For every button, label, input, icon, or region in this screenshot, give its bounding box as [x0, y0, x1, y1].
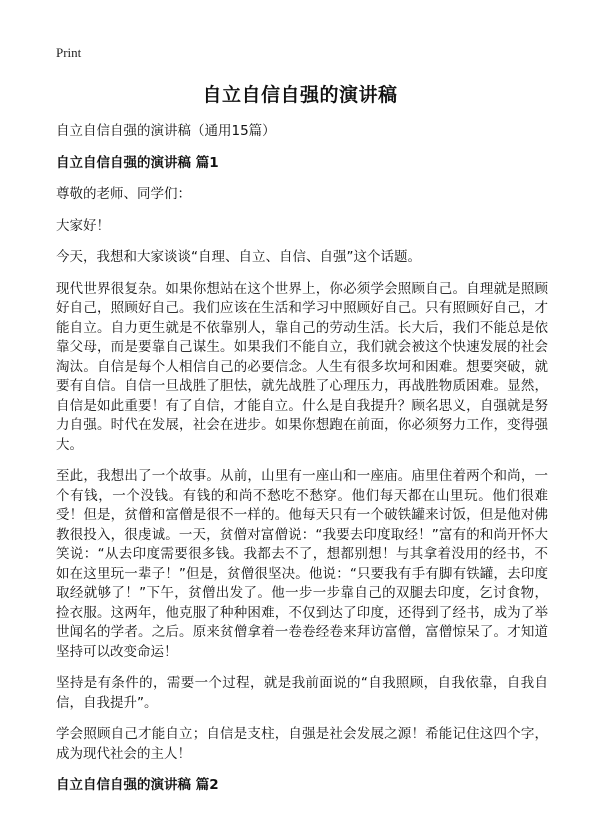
- paragraph-greeting: 大家好！: [56, 217, 110, 234]
- document-body: [56, 122, 548, 807]
- paragraph-body-1: 现代世界很复杂。如果你想站在这个世界上，你必须学会照顾自己。自理就是照顾好自己，照顾好自己。我们应该在生活和学习中照顾好自己。只有照顾好自己，才能自立。自力更生就是不依靠别人，靠自己的劳动生活。长大后，我们不能总是依靠父母，而是要靠自己谋生。如果我们不能自立，我们就会被这个快速发展的社会淘汰。自信是每个人相信自己的必要信念。人生有很多坎坷和困难。想要突破，就要有自信。自信一旦战胜了胆怯，就先战胜了心理压力，再战胜物质困难。显然，自信是如此重要！有了自信，才能自立。什么是自我提升？顾名思义，自强就是努力自强。时代在发展，社会在进步。如果你想跑在前面，你必须努力工作，变得强大。: [56, 280, 548, 453]
- paragraph-story: 至此，我想出了一个故事。从前，山里有一座山和一座庙。庙里住着两个和尚，一个有钱，一个没钱。有钱的和尚不愁吃不愁穿。他们每天都在山里玩。他们很难受！但是，贫僧和富僧是很不一样的。他每天只有一个破铁罐来讨饭，但是他对佛教很投入，很虔诚。一天，贫僧对富僧说：“我要去印度取经！”富有的和尚开怀大笑说：“从去印度需要很多钱。我都去不了，想都别想！与其拿着没用的经书，不如在这里玩一辈子！”但是，贫僧很坚决。他说：“只要我有手有脚有铁罐，去印度取经就够了！”下午，贫僧出发了。他一步一步靠自己的双腿去印度，乞讨食物，捡衣服。这两年，他克服了种种困难，不仅到达了印度，还得到了经书，成为了举世闻名的学者。之后。原来贫僧拿着一卷卷经卷来拜访富僧，富僧惊呆了。才知道坚持可以改变命运！: [56, 468, 548, 660]
- paragraph-conclusion: 学会照顾自己才能自立；自信是支柱，自强是社会发展之源！希能记住这四个字，成为现代社会的主人！: [56, 726, 548, 762]
- print-label: Print: [56, 45, 82, 60]
- page-title: 自立自信自强的演讲稿: [202, 84, 398, 106]
- paragraph-persistence: 坚持是有条件的，需要一个过程，就是我前面说的“自我照顾，自我依靠，自我自信，自我提升”。: [56, 675, 548, 711]
- section-heading-1: 自立自信自强的演讲稿 篇1: [56, 155, 219, 171]
- section-heading-2: 自立自信自强的演讲稿 篇2: [56, 777, 219, 793]
- document-subtitle: 自立自信自强的演讲稿（通用15篇）: [56, 123, 276, 139]
- paragraph-salutation: 尊敬的老师、同学们：: [56, 186, 191, 202]
- paragraph-topic: 今天，我想和大家谈谈“自理、自立、自信、自强”这个话题。: [56, 249, 421, 265]
